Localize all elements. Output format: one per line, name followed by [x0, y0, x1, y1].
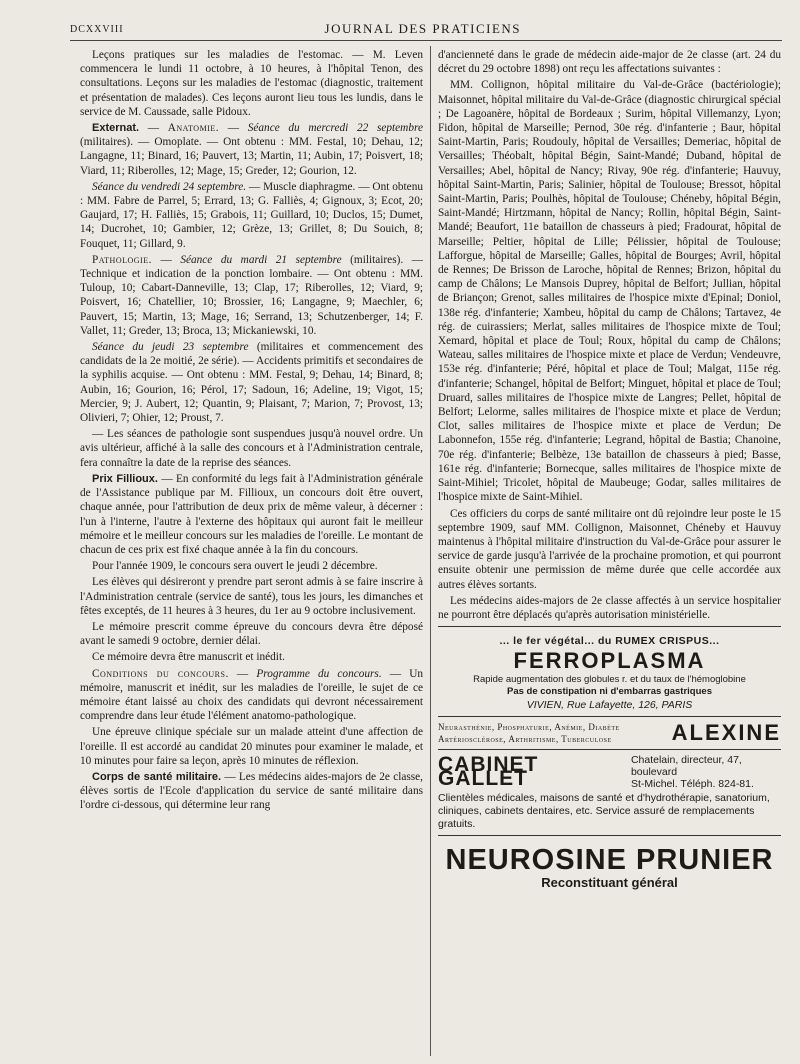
alexine-ailments-line2: Artériosclérose, Arthritisme, Tuberculose: [438, 734, 612, 745]
cabinet-gallet-services: Clientèles médicales, maisons de santé et d'hydrothérapie, sanatorium, cliniques, cabinets dentaires, etc. Service assuré de remplacements gratuits.: [438, 792, 770, 831]
neurosine-tagline: Reconstituant général: [541, 875, 678, 891]
anciennete-paragraph: d'ancienneté dans le grade de médecin aide-major de 2e classe (art. 24 du décret du 29 octobre 1898) ont reçu les affectations suivantes :: [438, 49, 781, 76]
conditions-text: — Un mémoire, manuscrit et inédit, sur les maladies de l'oreille, le sujet de ce mémoire étant laissé au choix des candidats qui devront nécessairement comprendre dans leur étude l'élément anatomo-pathologique.: [80, 667, 423, 723]
cabinet-gallet-contact: [631, 754, 781, 790]
aides-majors-paragraph: Les médecins aides-majors de 2e classe affectés à un service hospitalier ne pourront être déplacés qu'après autorisation ministérielle.: [438, 594, 781, 621]
page-folio: DCXXVIII: [70, 23, 124, 35]
memoire-inedit-paragraph: Ce mémoire devra être manuscrit et inédit.: [92, 651, 285, 664]
suspension-notice: — Les séances de pathologie sont suspendues jusqu'à nouvel ordre. Un avis ultérieur, affiché à la salle des concours et à l'Administration centrale, fera connaître la date de la reprise des séances.: [80, 428, 423, 469]
lecons-estomac-paragraph: Leçons pratiques sur les maladies de l'estomac. — M. Leven commencera le lundi 11 octobre, à 10 heures, à l'hôpital Tenon, des consultations. Leçons sur les maladies de l'estomac (diagnostic, traitement et présentation de malades). Ces leçons auront lieu tous les lundis, dans le service de M. Caussade, salle Pidoux.: [80, 49, 423, 118]
conditions-title: Programme du concours.: [256, 667, 382, 680]
alexine-brand: ALEXINE: [671, 720, 781, 746]
inscription-paragraph: Les élèves qui désireront y prendre part seront admis à se faire inscrire à l'Administration centrale (service de santé), tous les jours, les dimanches et fêtes exceptés, de 11 heures à 3 heures, du 1er au 9 octobre inclusivement.: [80, 576, 423, 617]
ads-top-rule: [438, 626, 781, 627]
right-column: [438, 48, 781, 1056]
syphilis-results: (militaires et commencement des candidats de la 2e moitié, 2e série). — Accidents primitifs et secondaires de la syphilis acquise. — Ont obtenu : MM. Festal, 9; Dehau, 14; Binard, 8; Aubin, 16; Gourion, 16; Pérol, 17; Sadoun, 16; Adeline, 19; Vigot, 15; Mercier, 9; J. Aubert, 12; Quantin, 9; Plaisant, 7; Marion, 7; Provost, 13; Olivieri, 7; Ohier, 12; Proust, 7.: [80, 341, 423, 425]
ferroplasma-line2: Pas de constipation ni d'embarras gastriques: [507, 686, 712, 698]
concours-date-paragraph: Pour l'année 1909, le concours sera ouvert le jeudi 2 décembre.: [92, 560, 378, 573]
alexine-ailments-line1: Neurasthénie, Phosphaturie, Anémie, Diabète: [438, 722, 620, 733]
diaphragme-paragraph: [80, 180, 423, 251]
prix-fillioux-text: — En conformité du legs fait à l'Administration générale de l'Assistance publique par M. Fillioux, un concours doit être ouvert, chaque année, pour l'attribution de deux prix de même valeur, à décerner : l'un à l'interne, l'autre à l'externe des hôpitaux qui auront fait le meilleur mémoire et le meilleur concours sur les maladies de l'oreille. Le montant de chacun de ces prix est fixé chaque année à la fin du concours.: [80, 472, 423, 556]
anatomie-session: Séance du mercredi 22 septembre: [247, 122, 423, 135]
anatomie-heading: Anatomie.: [167, 122, 220, 135]
cabinet-gallet-contact-line1: Chatelain, directeur, 47, boulevard: [630, 754, 742, 779]
corps-sante-lead: Corps de santé militaire.: [92, 770, 222, 783]
neurosine-brand: NEUROSINE PRUNIER: [445, 844, 774, 877]
cabinet-gallet-ad: [438, 750, 781, 836]
conditions-heading: Conditions du concours.: [92, 667, 229, 680]
ferroplasma-brand: FERROPLASMA: [513, 648, 706, 674]
officiers-paragraph: Ces officiers du corps de santé militaire ont dû rejoindre leur poste le 15 septembre 1909, sauf MM. Collignon, Maisonnet, Chéneby et Hauvuy maintenus à l'hôpital militaire d'instruction du Val-de-Grâce pour assurer le service de garde jusqu'à l'arrivée de la prochaine promotion, et qui pourront ensuite obtenir une permission de même durée que celle accordée aux autres élèves sortants.: [438, 507, 781, 591]
alexine-ad: [438, 717, 781, 750]
corps-sante-text: — Les médecins aides-majors de 2e classe, élèves sortis de l'Ecole d'application du service de santé militaire dans l'ordre ci-dessous, qui détermine leur rang: [80, 770, 423, 812]
prix-fillioux-paragraph: [80, 472, 423, 557]
page-header: [70, 18, 782, 41]
pathologie-paragraph: Pathologie. — Séance du mardi 21 septembre (militaires). — Technique et indication de la ponction lombaire. — Ont obtenu : MM. Tuloup, 10; Cabart-Danneville, 13; Clap, 17; Riberolles, 12; Viard, 9; Poisvert, 16; Chatellier, 10; Brossier, 16; Langagne, 9; Maechler, 6; Pauvert, 15; Martin, 13; Mage, 16; Serrand, 13; Schutzenberger, 14; F. Vallet, 11; Greder, 13; Broca, 13; Mickaniewski, 10.: [80, 253, 423, 337]
conditions-paragraph: Conditions du concours. — Programme du concours. — Un mémoire, manuscrit et inédit, sur les maladies de l'oreille, le sujet de ce mémoire étant laissé au choix des candidats qui devront nécessairement comprendre dans leur étude l'élément anatomo-pathologique.: [80, 667, 423, 723]
syphilis-paragraph: [80, 340, 423, 425]
column-divider: [430, 46, 431, 1056]
alexine-ailments: [438, 721, 620, 745]
journal-title: JOURNAL DES PRATICIENS: [324, 21, 522, 36]
cabinet-gallet-row: [438, 754, 781, 790]
neurosine-ad: [438, 836, 781, 892]
prix-fillioux-lead: Prix Fillioux.: [92, 472, 158, 485]
corps-sante-paragraph: [80, 770, 423, 813]
diaphragme-session: Séance du vendredi 24 septembre.: [92, 180, 247, 193]
ferroplasma-line1: Rapide augmentation des globules r. et du taux de l'hémoglobine: [473, 674, 746, 686]
affectations-list: MM. Collignon, hôpital militaire du Val-de-Grâce (bactériologie); Maisonnet, hôpital militaire du Val-de-Grâce (diagnostic chirurgical spécial ; De Lagoanère, hôpital de Bordeaux ; Surim, hôpital Villemanzy, Lyon; Fidon, hôpital de Marseille; Pernod, 30e rég. d'infanterie ; Baur, hôpital Saint-Martin, Paris; Roudouly, hôpital de Versailles; Demeriac, hôpital de Versailles; Théobalt, hôpital Bégin, Saint-Mandé; Duband, hôpital de Versailles; Abel, hôpital de Nancy; Rivay, 90e rég. d'infanterie; Hauvuy, hôpital Saint-Martin, Paris; Salinier, hôpital de Toulouse; Bressot, hôpital Saint-Martin, Paris; Poulhès, hôpital de Toulouse; Chéneby, hôpital Bégin, Saint-Mandé; Hirtzmann, hôpital de Nancy; Rollin, hôpital Bégin, Saint-Mandé; Beaufort, 11e bataillon de chasseurs à pied; Fradourat, hôpital de Marseille; Peltier, hôpital de Lille; Pélissier, hôpital de Toulouse; Lafforgue, hôpital de Marseille; Galles, hôpital de Bourges; Avril, hôpital de Rennes; De Brisson de Laroche, hôpital de Rennes; Brizon, hôpital du camp de Châlons; Le Mansois Duprey, hôpital de Belfort; Jullian, hôpital de Briançon; Grenot, salles militaires de l'hospice mixte d'Epinal; Doniol, 138e rég. d'infanterie; Xambeu, hôpital du camp de Châlons; Tartavez, 4e rég. de cuirassiers; Merlat, salles militaires de l'hospice mixte de Toul; Xemard, hôpital et place de Toul; Roux, hôpital du camp de Châlons; Wateau, salles militaires de l'hospice mixte et place de Verdun; Vendeuvre, 153e rég. d'infanterie; Péré, hôpital et place de Toul; Malgat, 115e rég. d'infanterie; Schangel, hôpital de Belfort; Minguet, hôpital et place de Toul; Druard, salles militaires de l'hospice mixte de Langres; Pellet, hôpital de Belfort; Lelorme, salles militaires de l'hospice mixte et place de Verdun; Clot, salles militaires de l'hospice mixte et place de Verdun; De Labonnefon, 155e rég. d'infanterie; Legrand, hôpital de Bastia; Chanoine, 70e rég. d'infanterie; Belbèze, 13e bataillon de chasseurs à pied; Basse, 161e rég. d'infanterie; Bornecque, salles militaires de l'hospice mixte de Saint-Mihiel; Tricolet, hôpital de Maubeuge; Godar, salles militaires de l'hospice mixte de Saint-Mihiel.: [438, 79, 781, 504]
pathologie-results: (militaires). — Technique et indication de la ponction lombaire. — Ont obtenu : MM. Tuloup, 10; Cabart-Danneville, 13; Clap, 17; Riberolles, 12; Viard, 9; Poisvert, 16; Chatellier, 10; Brossier, 16; Langagne, 9; Maechler, 6; Pauvert, 15; Martin, 13; Mage, 16; Serrand, 13; Schutzenberger, 14; F. Vallet, 11; Greder, 13; Broca, 13; Mickaniewski, 10.: [80, 253, 423, 337]
externat-lead: Externat.: [92, 122, 140, 135]
cabinet-gallet-brand: CABINET GALLET: [438, 753, 539, 791]
pathologie-heading: Pathologie.: [92, 253, 152, 266]
syphilis-session: Séance du jeudi 23 septembre: [92, 341, 249, 354]
pathologie-session: Séance du mardi 21 septembre: [180, 253, 342, 266]
memoire-deadline-paragraph: Le mémoire prescrit comme épreuve du concours devra être déposé avant le samedi 9 octobre, dernier délai.: [80, 620, 423, 648]
anatomie-results: (militaires). — Omoplate. — Ont obtenu : MM. Festal, 10; Dehau, 12; Langagne, 11; Binard, 16; Pauvert, 13; Martin, 11; Aubin, 17; Poisvert, 18; Viard, 11; Riberolles, 12; Mage, 15; Greder, 12; Gourion, 12.: [80, 136, 423, 177]
diaphragme-results: — Muscle diaphragme. — Ont obtenu : MM. Fabre de Parrel, 5; Errard, 13; G. Falliès, 4; Gignoux, 3; Ecot, 20; Gaujard, 17; H. Falliès, 15; Grabois, 11; Guillard, 10; Duclos, 15; Dumet, 14; Ducrohet, 10; Gambier, 12; Grèze, 13; Grillet, 8; Du Souich, 8; Fouquet, 11; Gillard, 9.: [80, 180, 423, 250]
externat-anatomie-paragraph: Externat. — Anatomie. — Séance du mercredi 22 septembre (militaires). — Omoplate. — Ont obtenu : MM. Festal, 10; Dehau, 12; Langagne, 11; Binard, 16; Pauvert, 13; Martin, 11; Aubin, 17; Poisvert, 18; Viard, 11; Riberolles, 12; Mage, 15; Greder, 12; Gourion, 12.: [80, 122, 423, 177]
ferroplasma-address: VIVIEN, Rue Lafayette, 126, PARIS: [526, 699, 693, 712]
cabinet-gallet-contact-line2: St-Michel. Téléph. 824-81.: [630, 778, 754, 791]
ferroplasma-ad: [438, 631, 781, 717]
epreuve-clinique-paragraph: Une épreuve clinique spéciale sur un malade atteint d'une affection de l'oreille. Il est accordé au candidat 20 minutes pour examiner le malade, et 10 minutes pour faire sa leçon, après 10 minutes de réflexion.: [80, 726, 423, 767]
left-column: [80, 48, 423, 1056]
ferroplasma-teaser: ... le fer végétal... du RUMEX CRISPUS...: [499, 635, 720, 648]
